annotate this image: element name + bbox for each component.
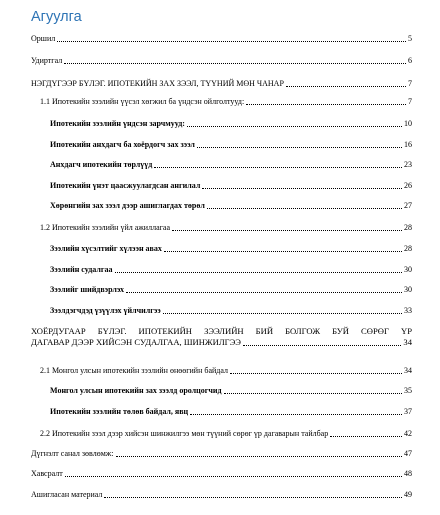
toc-entry-label: Зээлдэгчдэд үзүүлэх үйлчилгээ [50,306,161,315]
toc-entry-label: Оршил [31,34,56,43]
toc-entry-label: Монгол улсын ипотекийн зах зээлд оролцогчид [50,386,222,395]
toc-entry-page: 30 [404,265,412,274]
toc-entry-page: 5 [408,34,412,43]
toc-entry-line-2 [31,337,412,348]
dot-leader [224,393,402,394]
toc-entry-section-2-2[interactable] [40,429,412,439]
dot-leader [286,86,406,87]
toc-entry-label: 2.2 Ипотекийн зээл дээр хийсэн шинжилгээ мөн түүний сөрөг үр дагаварын тайлбар [40,429,329,438]
dot-leader [246,104,406,105]
dot-leader [116,456,402,457]
dot-leader [65,476,402,477]
toc-entry-subsection[interactable] [50,407,412,417]
toc-entry-introduction[interactable] [31,34,412,44]
toc-entry-page: 6 [408,56,412,65]
toc-entry-page: 35 [404,386,412,395]
toc-entry-label: Ипотекийн анхдагч ба хоёрдогч зах зээл [50,140,195,149]
toc-entry-preface[interactable] [31,56,412,66]
toc-entry-label: Зээлийн судалгаа [50,265,113,274]
toc-entry-subsection[interactable] [50,140,412,150]
toc-entry-page: 23 [404,160,412,169]
toc-title: Агуулга [31,9,82,25]
dot-leader [230,373,402,374]
dot-leader [202,188,402,189]
toc-entry-section-1-2[interactable] [40,223,412,233]
dot-leader [243,345,401,346]
dot-leader [163,313,402,314]
toc-entry-subsection[interactable] [50,265,412,275]
toc-entry-label: Ипотекийн зээлийн үндсэн зарчмууд: [50,119,185,128]
toc-entry-subsection[interactable] [50,181,412,191]
toc-entry-label: Дүгнэлт санал зөвлөмж: [31,449,114,458]
toc-entry-page: 37 [404,407,412,416]
toc-entry-chapter-2[interactable] [31,326,412,348]
toc-entry-label: ДАГАВАР ДЭЭР ХИЙСЭН СУДАЛГАА, ШИНЖИЛГЭЭ [31,337,241,347]
toc-entry-section-2-1[interactable] [40,366,412,376]
dot-leader [57,41,406,42]
toc-entry-page: 26 [404,181,412,190]
toc-entry-page: 42 [404,429,412,438]
toc-entry-references[interactable] [31,490,412,500]
toc-entry-page: 48 [404,469,412,478]
toc-entry-page: 27 [404,201,412,210]
toc-entry-subsection[interactable] [50,386,412,396]
toc-entry-label: Ипотекийн зээлийн төлөв байдал, явц [50,407,189,416]
dot-leader [207,208,402,209]
toc-entry-page: 34 [404,366,412,375]
dot-leader [190,414,402,415]
toc-entry-label: Ашигласан материал [31,490,103,499]
toc-entry-page: 7 [408,79,412,88]
toc-entry-label: Анхдагч ипотекийн төрлүүд [50,160,153,169]
dot-leader [164,251,402,252]
dot-leader [104,497,402,498]
toc-entry-label: 1.2 Ипотекийн зээлийн үйл ажиллагаа [40,223,170,232]
dot-leader [115,272,403,273]
toc-entry-subsection[interactable] [50,285,412,295]
toc-entry-page: 33 [404,306,412,315]
toc-entry-page: 49 [404,490,412,499]
toc-entry-label: 2.1 Монгол улсын ипотекийн зээлийн өнөөгийн байдал [40,366,228,375]
toc-entry-subsection[interactable] [50,306,412,316]
toc-entry-subsection[interactable] [50,160,412,170]
toc-entry-page: 30 [404,285,412,294]
dot-leader [154,167,402,168]
toc-entry-page: 10 [404,119,412,128]
toc-entry-page: 34 [403,337,412,347]
dot-leader [64,63,406,64]
toc-entry-page: 28 [404,223,412,232]
toc-entry-subsection[interactable] [50,119,412,129]
dot-leader [187,126,402,127]
dot-leader [330,436,402,437]
toc-entry-label: ХОЁРДУГААР БҮЛЭГ. ИПОТЕКИЙН ЗЭЭЛИЙН БИЙ БОЛГОЖ БУЙ СӨРӨГ ҮР [31,326,412,336]
toc-entry-page: 7 [408,97,412,106]
dot-leader [197,147,402,148]
dot-leader [126,292,402,293]
toc-entry-chapter-1[interactable] [31,79,412,89]
toc-entry-page: 16 [404,140,412,149]
toc-entry-subsection[interactable] [50,201,412,211]
toc-entry-label: Хавсралт [31,469,63,478]
toc-entry-section-1-1[interactable] [40,97,412,107]
toc-entry-label: 1.1 Ипотекийн зээлийн үүсэл хөгжил ба үндсэн ойлголтууд: [40,97,245,106]
toc-entry-page: 47 [404,449,412,458]
toc-entry-appendix[interactable] [31,469,412,479]
toc-entry-label: Хөрөнгийн зах зээл дээр ашиглагдах төрөл [50,201,205,210]
toc-entry-subsection[interactable] [50,244,412,254]
toc-entry-label: НЭГДҮГЭЭР БҮЛЭГ. ИПОТЕКИЙН ЗАХ ЗЭЭЛ, ТҮҮНИЙ МӨН ЧАНАР [31,79,284,88]
dot-leader [172,230,402,231]
toc-entry-page: 28 [404,244,412,253]
toc-entry-conclusion[interactable] [31,449,412,459]
toc-entry-label: Удиртгал [31,56,63,65]
toc-entry-label: Зээлийн хүсэлтийг хүлээн авах [50,244,162,253]
toc-entry-label: Ипотекийн үнэт цаасжуулагдсан ангилал [50,181,201,190]
toc-entry-label: Зээлийг шийдвэрлэх [50,285,125,294]
